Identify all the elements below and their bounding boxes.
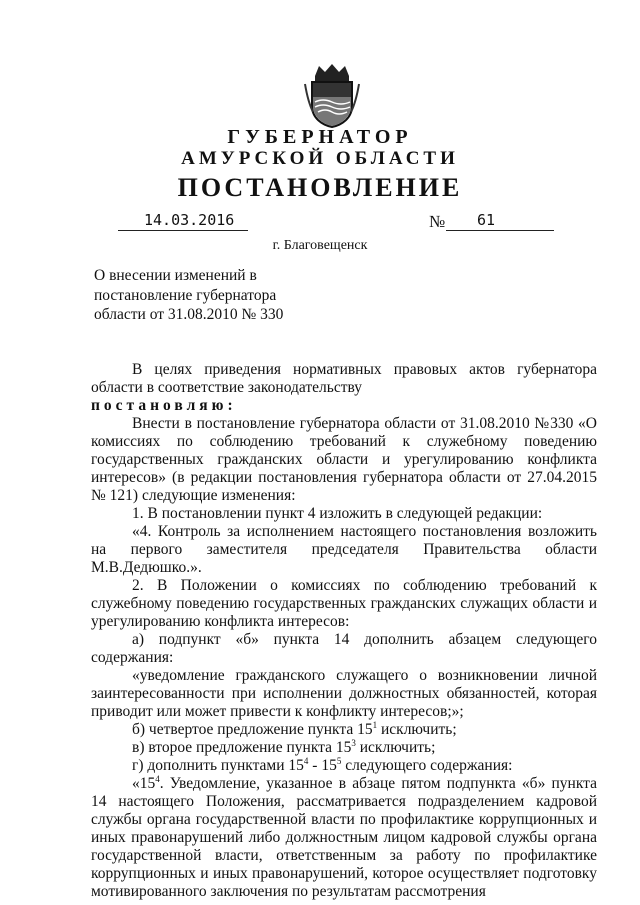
text-run: б) четвертое предложение пункта 15: [132, 721, 373, 738]
issuer-title: ГУБЕРНАТОР: [227, 126, 413, 148]
text-run: . Уведомление, указанное в абзаце пятом подпункта «б» пункта 14 настоящего Положения, рассматривается подразделением кадровой службы органа государственной власти по профилактике коррупционных и иных правонарушений либо должностным лицом кадровой службы органа государственной власти, ответственным за работу по профилактике коррупционных и иных правонарушений, которое осуществляет подготовку мотивированного заключения по результатам рассмотрения: [91, 775, 597, 900]
preamble-paragraph: В целях приведения нормативных правовых актов губернатора области в соответствие законодательству: [91, 361, 597, 396]
number-underline: [446, 230, 554, 231]
body-paragraph: [91, 739, 597, 757]
superscript: 4: [303, 755, 309, 766]
text-run: исключить;: [355, 739, 436, 756]
body-paragraph: [91, 757, 597, 775]
body-paragraph: [91, 721, 597, 739]
subject-line: области от 31.08.2010 № 330: [94, 306, 284, 323]
date-underline: [118, 230, 248, 231]
superscript: 5: [336, 755, 342, 766]
body-paragraph: «4. Контроль за исполнением настоящего постановления возложить на первого заместителя председателя Правительства области М.В.Дедюшко.».: [91, 523, 597, 576]
issuer-region: АМУРСКОЙ ОБЛАСТИ: [181, 148, 459, 169]
superscript: 3: [351, 737, 356, 748]
document-subject: [94, 266, 283, 325]
decree-word: постановляю:: [91, 397, 237, 414]
text-run: г) дополнить пунктами 15: [132, 757, 304, 774]
body-paragraph: 1. В постановлении пункт 4 изложить в следующей редакции:: [132, 505, 543, 522]
subject-line: О внесении изменений в: [94, 267, 257, 284]
text-run: «15: [132, 775, 156, 792]
document-body: [91, 361, 597, 901]
document-number: 61: [477, 211, 496, 229]
document-date: 14.03.2016: [144, 211, 235, 229]
text-run: исключить;: [377, 721, 457, 738]
text-run: следующего содержания:: [341, 757, 513, 774]
superscript: 1: [372, 719, 378, 730]
text-run: в) второе предложение пункта 15: [132, 739, 352, 756]
city-label: г. Благовещенск: [272, 238, 368, 253]
body-paragraph: а) подпункт «б» пункта 14 дополнить абзацем следующего содержания:: [91, 631, 597, 666]
body-paragraph: «уведомление гражданского служащего о возникновении личной заинтересованности при исполнении должностных обязанностей, которая приводит или может привести к конфликту интересов;»;: [91, 667, 597, 720]
text-run: - 15: [308, 757, 337, 774]
superscript: 4: [155, 773, 160, 784]
subject-line: постановление губернатора: [94, 286, 277, 304]
amur-region-coat-of-arms-icon: [303, 62, 361, 128]
body-paragraph: 2. В Положении о комиссиях по соблюдению требований к служебному поведению государственных гражданских служащих области и урегулированию конфликта интересов:: [91, 577, 597, 630]
body-paragraph: Внести в постановление губернатора области от 31.08.2010 №330 «О комиссиях по соблюдению требований к служебному поведению государственных гражданских области и урегулированию конфликта интересов» (в редакции постановления губернатора области от 27.04.2015 № 121) следующие изменения:: [91, 415, 597, 504]
document-type-title: ПОСТАНОВЛЕНИЕ: [177, 173, 463, 202]
number-sign: №: [429, 212, 446, 231]
body-paragraph: [91, 775, 597, 901]
